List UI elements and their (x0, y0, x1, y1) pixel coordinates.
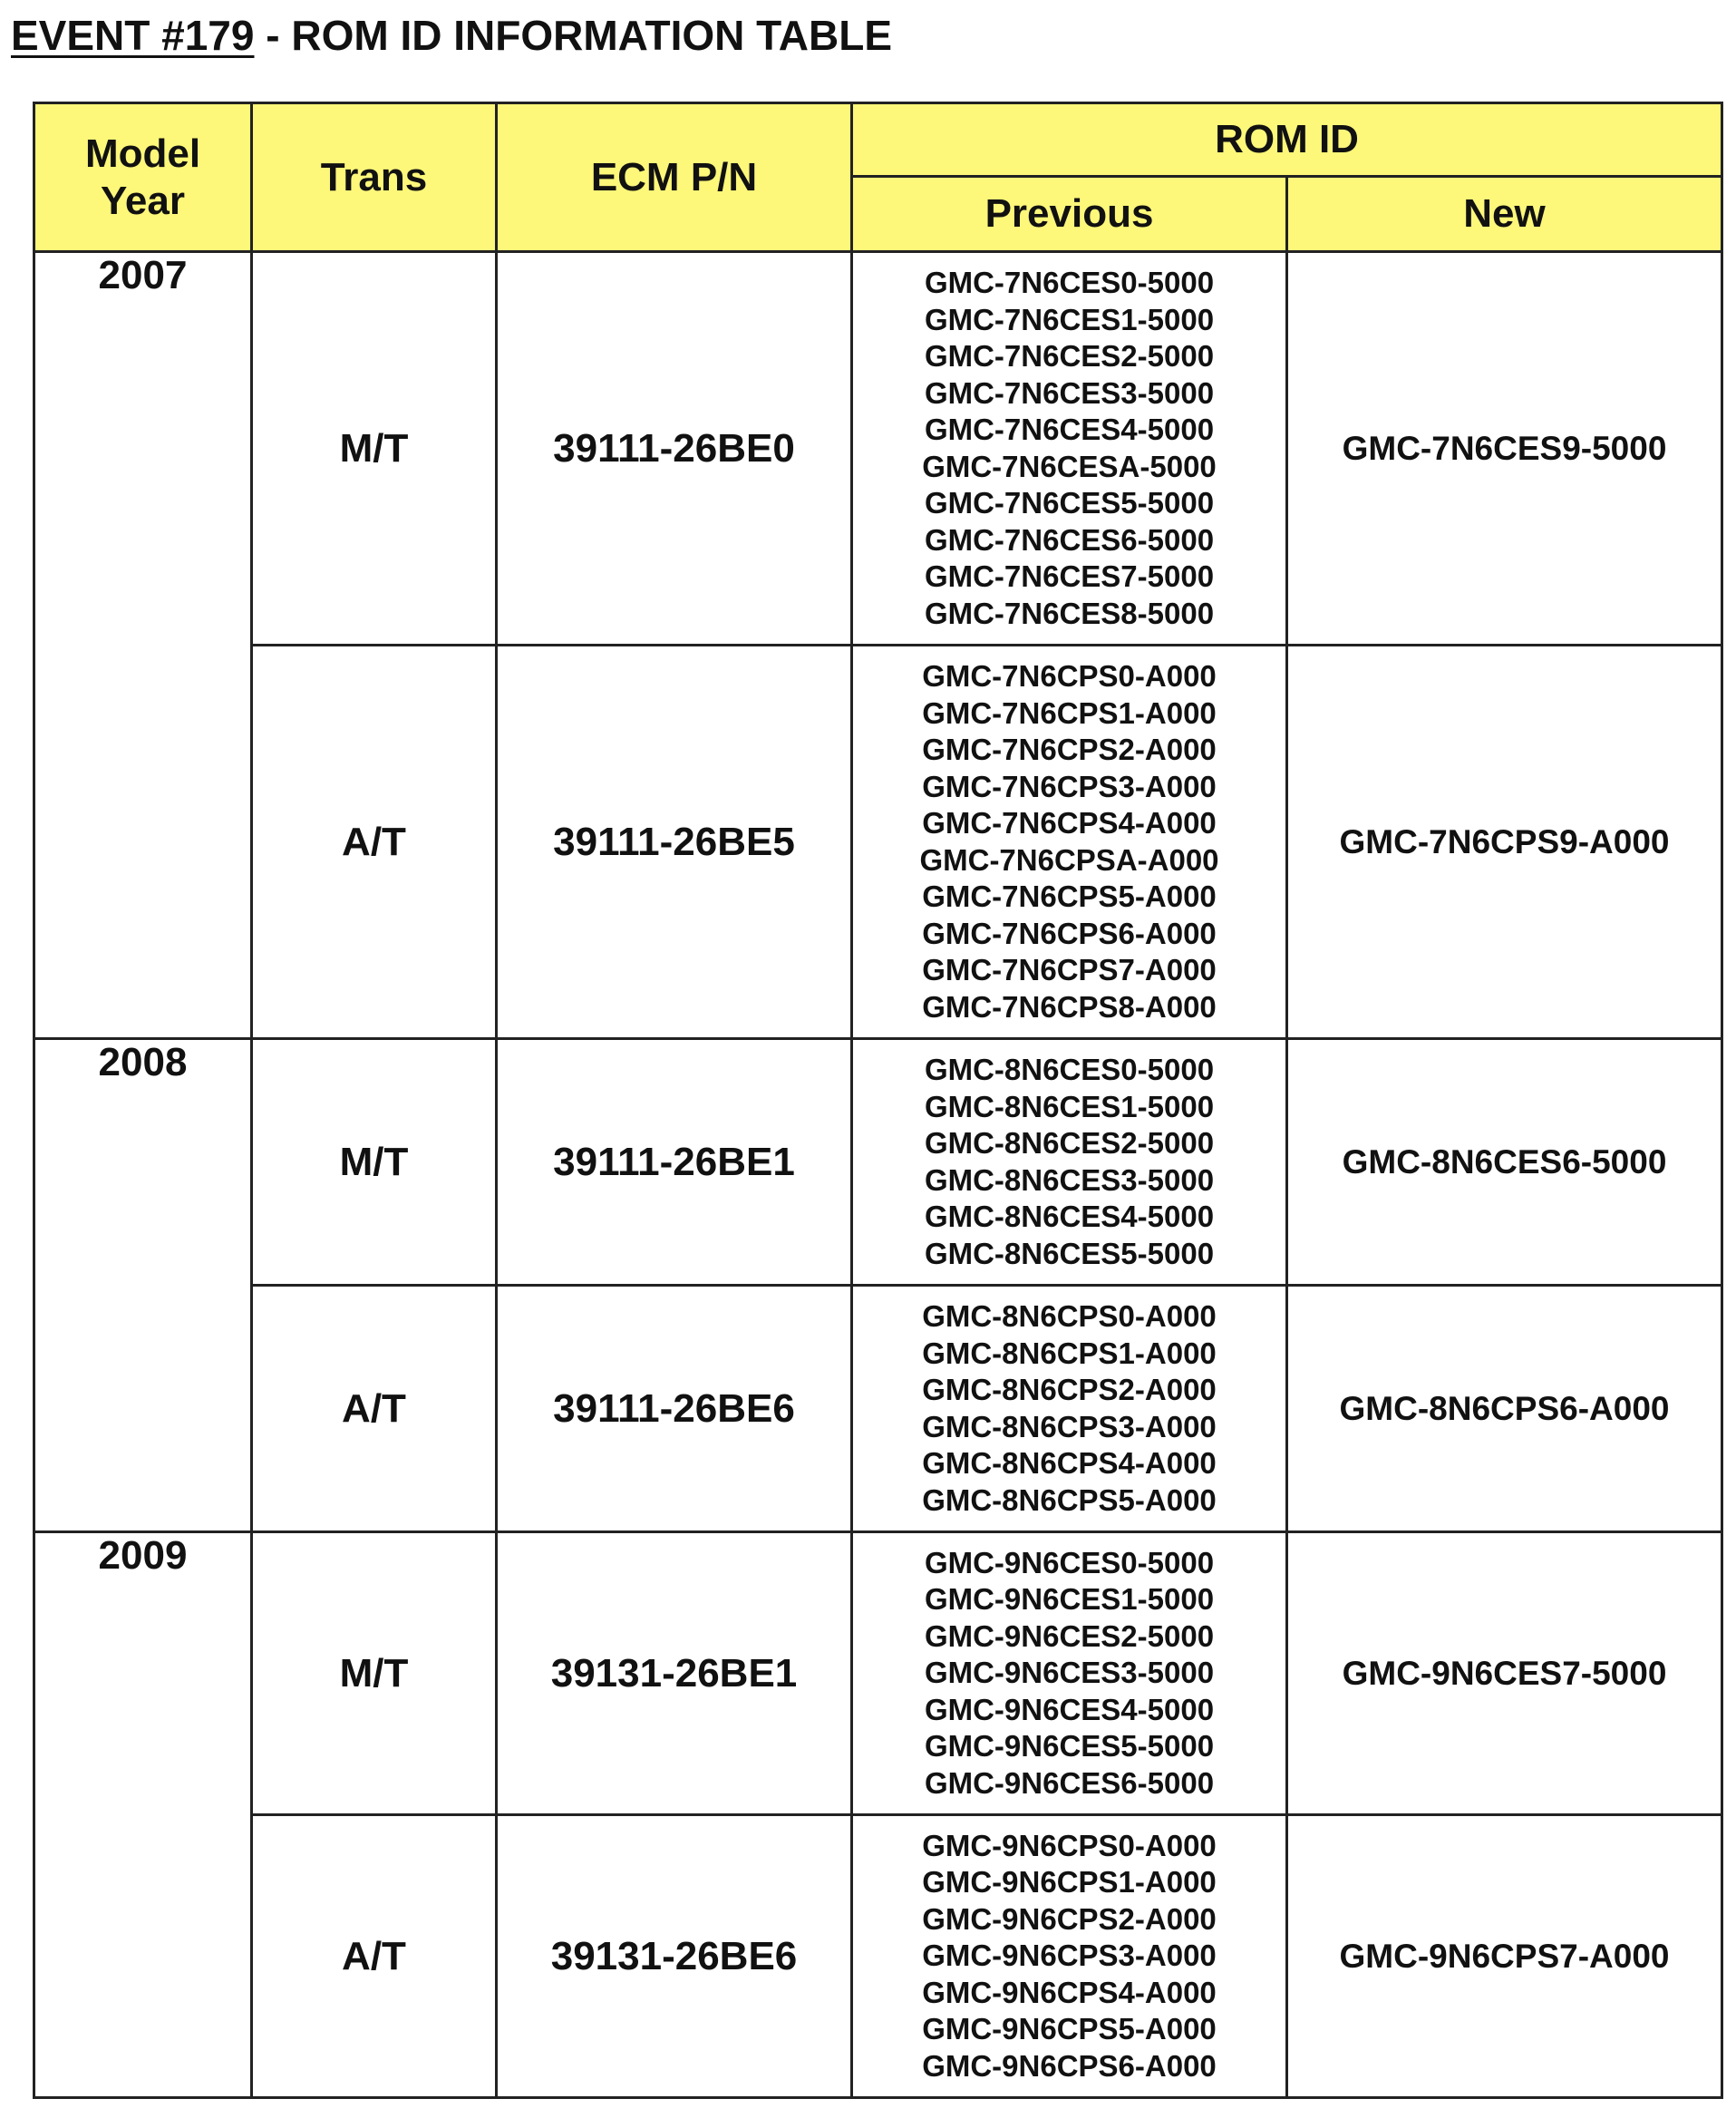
previous-rom-id: GMC-7N6CPS1-A000 (922, 695, 1217, 730)
header-model-year (34, 103, 252, 252)
header-ecm-pn: ECM P/N (497, 103, 852, 252)
previous-rom-id: GMC-8N6CES1-5000 (924, 1089, 1215, 1123)
previous-rom-id: GMC-8N6CPS1-A000 (922, 1336, 1217, 1370)
previous-rom-id: GMC-9N6CES0-5000 (924, 1545, 1215, 1579)
previous-rom-id: GMC-9N6CPS0-A000 (922, 1828, 1217, 1862)
new-rom-id-cell: GMC-8N6CPS6-A000 (1287, 1286, 1722, 1532)
new-rom-id-cell: GMC-9N6CPS7-A000 (1287, 1815, 1722, 2098)
previous-rom-id-cell (852, 1286, 1287, 1532)
previous-rom-id: GMC-9N6CPS2-A000 (922, 1901, 1217, 1936)
ecm-pn-cell: 39111-26BE1 (497, 1039, 852, 1286)
table-row (34, 646, 1722, 1039)
new-rom-id-cell: GMC-9N6CES7-5000 (1287, 1532, 1722, 1815)
header-model-year-line2: Year (101, 178, 185, 223)
previous-rom-id: GMC-7N6CES0-5000 (924, 266, 1215, 299)
previous-rom-id-cell (852, 1532, 1287, 1815)
previous-rom-id-cell (852, 646, 1287, 1039)
previous-rom-id: GMC-9N6CPS5-A000 (922, 2012, 1217, 2046)
ecm-pn-cell: 39131-26BE1 (497, 1532, 852, 1815)
trans-cell: M/T (252, 252, 497, 646)
previous-rom-id: GMC-9N6CES5-5000 (924, 1729, 1215, 1764)
new-rom-id-cell: GMC-7N6CES9-5000 (1287, 252, 1722, 646)
header-previous: Previous (852, 177, 1287, 252)
document-title (11, 7, 892, 63)
previous-rom-id: GMC-8N6CES2-5000 (924, 1126, 1215, 1160)
previous-rom-id: GMC-9N6CES3-5000 (924, 1656, 1215, 1690)
previous-rom-id: GMC-8N6CPS3-A000 (922, 1409, 1217, 1443)
header-new: New (1287, 177, 1722, 252)
previous-rom-id: GMC-8N6CES3-5000 (924, 1162, 1215, 1197)
table-row (34, 1039, 1722, 1286)
ecm-pn-cell: 39111-26BE0 (497, 252, 852, 646)
previous-rom-id: GMC-7N6CES6-5000 (924, 522, 1215, 557)
previous-rom-id: GMC-7N6CPS6-A000 (922, 916, 1217, 950)
previous-rom-id: GMC-9N6CES6-5000 (924, 1765, 1215, 1800)
trans-cell: M/T (252, 1039, 497, 1286)
trans-cell: M/T (252, 1532, 497, 1815)
trans-cell: A/T (252, 1286, 497, 1532)
previous-rom-id: GMC-7N6CES2-5000 (924, 339, 1215, 373)
previous-rom-id: GMC-7N6CPS2-A000 (922, 733, 1217, 766)
table-body (34, 252, 1722, 2098)
previous-rom-id-cell (852, 252, 1287, 646)
previous-rom-id: GMC-8N6CES5-5000 (924, 1236, 1215, 1270)
previous-rom-id: GMC-8N6CES4-5000 (924, 1200, 1215, 1233)
previous-rom-id: GMC-7N6CPS7-A000 (922, 953, 1217, 986)
previous-rom-id: GMC-7N6CES8-5000 (924, 596, 1215, 630)
previous-rom-id: GMC-7N6CES4-5000 (924, 413, 1215, 446)
table-row (34, 252, 1722, 646)
previous-rom-id: GMC-9N6CES4-5000 (924, 1692, 1215, 1726)
header-rom-id: ROM ID (852, 103, 1722, 177)
model-year-cell: 2007 (34, 252, 252, 1039)
table-header (34, 103, 1722, 252)
table-row (34, 1815, 1722, 2098)
previous-rom-id: GMC-7N6CES3-5000 (924, 375, 1215, 410)
previous-rom-id: GMC-7N6CES5-5000 (924, 486, 1215, 520)
previous-rom-id: GMC-9N6CPS6-A000 (922, 2048, 1217, 2083)
previous-rom-id: GMC-8N6CES0-5000 (924, 1053, 1215, 1086)
previous-rom-id: GMC-7N6CPS0-A000 (922, 659, 1217, 693)
previous-rom-id: GMC-7N6CPS4-A000 (922, 806, 1217, 840)
previous-rom-id: GMC-8N6CPS5-A000 (922, 1482, 1217, 1517)
header-trans: Trans (252, 103, 497, 252)
previous-rom-id: GMC-9N6CES1-5000 (924, 1582, 1215, 1617)
new-rom-id-cell: GMC-7N6CPS9-A000 (1287, 646, 1722, 1039)
previous-rom-id: GMC-7N6CPS5-A000 (922, 879, 1217, 913)
previous-rom-id: GMC-8N6CPS0-A000 (922, 1299, 1217, 1333)
previous-rom-id: GMC-7N6CES1-5000 (924, 302, 1215, 336)
previous-rom-id-cell (852, 1039, 1287, 1286)
previous-rom-id: GMC-7N6CESA-5000 (922, 449, 1217, 483)
ecm-pn-cell: 39111-26BE6 (497, 1286, 852, 1532)
header-model-year-line1: Model (84, 131, 201, 176)
previous-rom-id: GMC-9N6CPS1-A000 (922, 1865, 1217, 1900)
new-rom-id-cell: GMC-8N6CES6-5000 (1287, 1039, 1722, 1286)
table-row (34, 1286, 1722, 1532)
previous-rom-id: GMC-7N6CPS8-A000 (922, 989, 1217, 1024)
event-id: EVENT #179 (11, 12, 255, 59)
previous-rom-id: GMC-8N6CPS2-A000 (922, 1373, 1217, 1406)
previous-rom-id: GMC-7N6CPS3-A000 (922, 769, 1217, 803)
title-text: - ROM ID INFORMATION TABLE (254, 12, 893, 59)
previous-rom-id: GMC-9N6CPS3-A000 (922, 1939, 1217, 1973)
trans-cell: A/T (252, 1815, 497, 2098)
previous-rom-id: GMC-8N6CPS4-A000 (922, 1446, 1217, 1480)
model-year-cell: 2008 (34, 1039, 252, 1532)
model-year-cell: 2009 (34, 1532, 252, 2098)
rom-id-table (33, 102, 1723, 2099)
previous-rom-id: GMC-9N6CPS4-A000 (922, 1975, 1217, 2009)
ecm-pn-cell: 39111-26BE5 (497, 646, 852, 1039)
previous-rom-id-cell (852, 1815, 1287, 2098)
trans-cell: A/T (252, 646, 497, 1039)
previous-rom-id: GMC-7N6CES7-5000 (924, 559, 1215, 593)
table-row (34, 1532, 1722, 1815)
previous-rom-id: GMC-9N6CES2-5000 (924, 1618, 1215, 1653)
previous-rom-id: GMC-7N6CPSA-A000 (919, 842, 1219, 877)
ecm-pn-cell: 39131-26BE6 (497, 1815, 852, 2098)
